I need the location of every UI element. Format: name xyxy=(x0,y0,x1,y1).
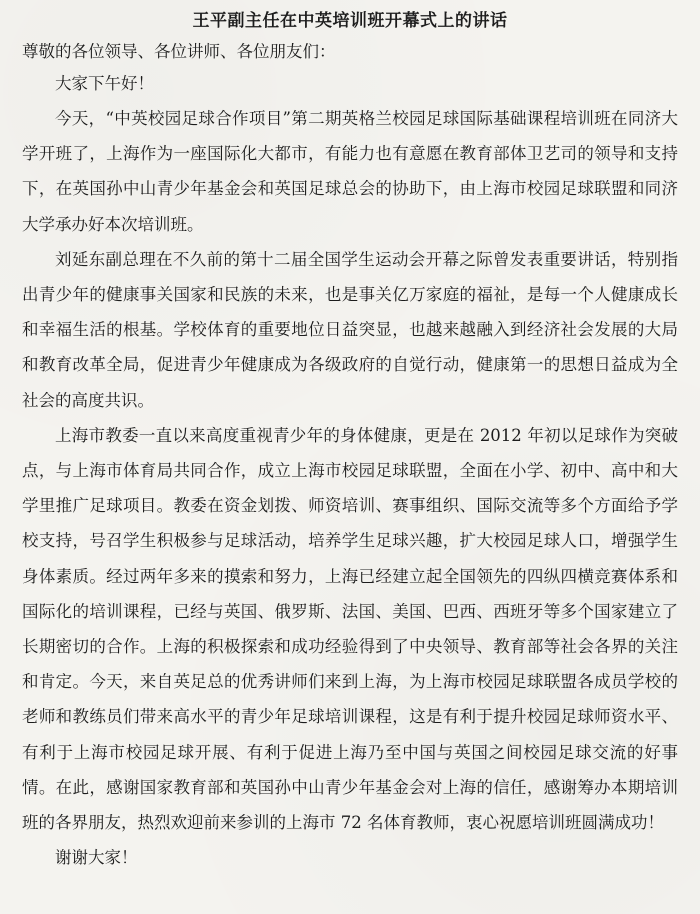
salutation: 尊敬的各位领导、各位讲师、各位朋友们： xyxy=(22,42,336,61)
closing: 谢谢大家！ xyxy=(55,848,138,868)
paragraph-2: 刘延东副总理在不久前的第十二届全国学生运动会开幕之际曾发表重要讲话，特别指出青少年的健康事关国家和民族的未来，也是事关亿万家庭的福祉，是每一个人健康成长和幸福生活的根基。学校体育的重要地位日益突显，也越来越融入到经济社会发展的大局和教育改革全局，促进青少年健康成为各级政府的自觉行动，健康第一的思想日益成为全社会的高度共识。 xyxy=(22,249,678,410)
paragraph-3: 上海市教委一直以来高度重视青少年的身体健康，更是在 2012 年初以足球作为突破点，与上海市体育局共同合作，成立上海市校园足球联盟，全面在小学、初中、高中和大学里推广足球项目。教委在资金划拨、师资培训、赛事组织、国际交流等多个方面给予学校支持，号召学生积极参与足球活动，培养学生足球兴趣，扩大校园足球人口，增强学生身体素质。经过两年多来的摸索和努力，上海已经建立起全国领先的四纵四横竞赛体系和国际化的培训课程，已经与英国、俄罗斯、法国、美国、巴西、西班牙等多个国家建立了长期密切的合作。上海的积极探索和成功经验得到了中央领导、教育部等社会各界的关注和肯定。今天，来自英足总的优秀讲师们来到上海，为上海市校园足球联盟各成员学校的老师和教练员们带来高水平的青少年足球培训课程，这是有利于提升校园足球师资水平、有利于上海市校园足球开展、有利于促进上海乃至中国与英国之间校园足球交流的好事情。在此，感谢国家教育部和英国孙中山青少年基金会对上海的信任，感谢筹办本期培训班的各界朋友，热烈欢迎前来参训的上海市 72 名体育教师，衷心祝愿培训班圆满成功！ xyxy=(22,425,678,833)
paragraph-1: 今天，“中英校园足球合作项目”第二期英格兰校园足球国际基础课程培训班在同济大学开班了，上海作为一座国际化大都市，有能力也有意愿在教育部体卫艺司的领导和支持下，在英国孙中山青少年基金会和英国足球总会的协助下，由上海市校园足球联盟和同济大学承办好本次培训班。 xyxy=(22,109,678,234)
greeting: 大家下午好！ xyxy=(55,74,154,93)
document-title: 王平副主任在中英培训班开幕式上的讲话 xyxy=(192,11,508,31)
